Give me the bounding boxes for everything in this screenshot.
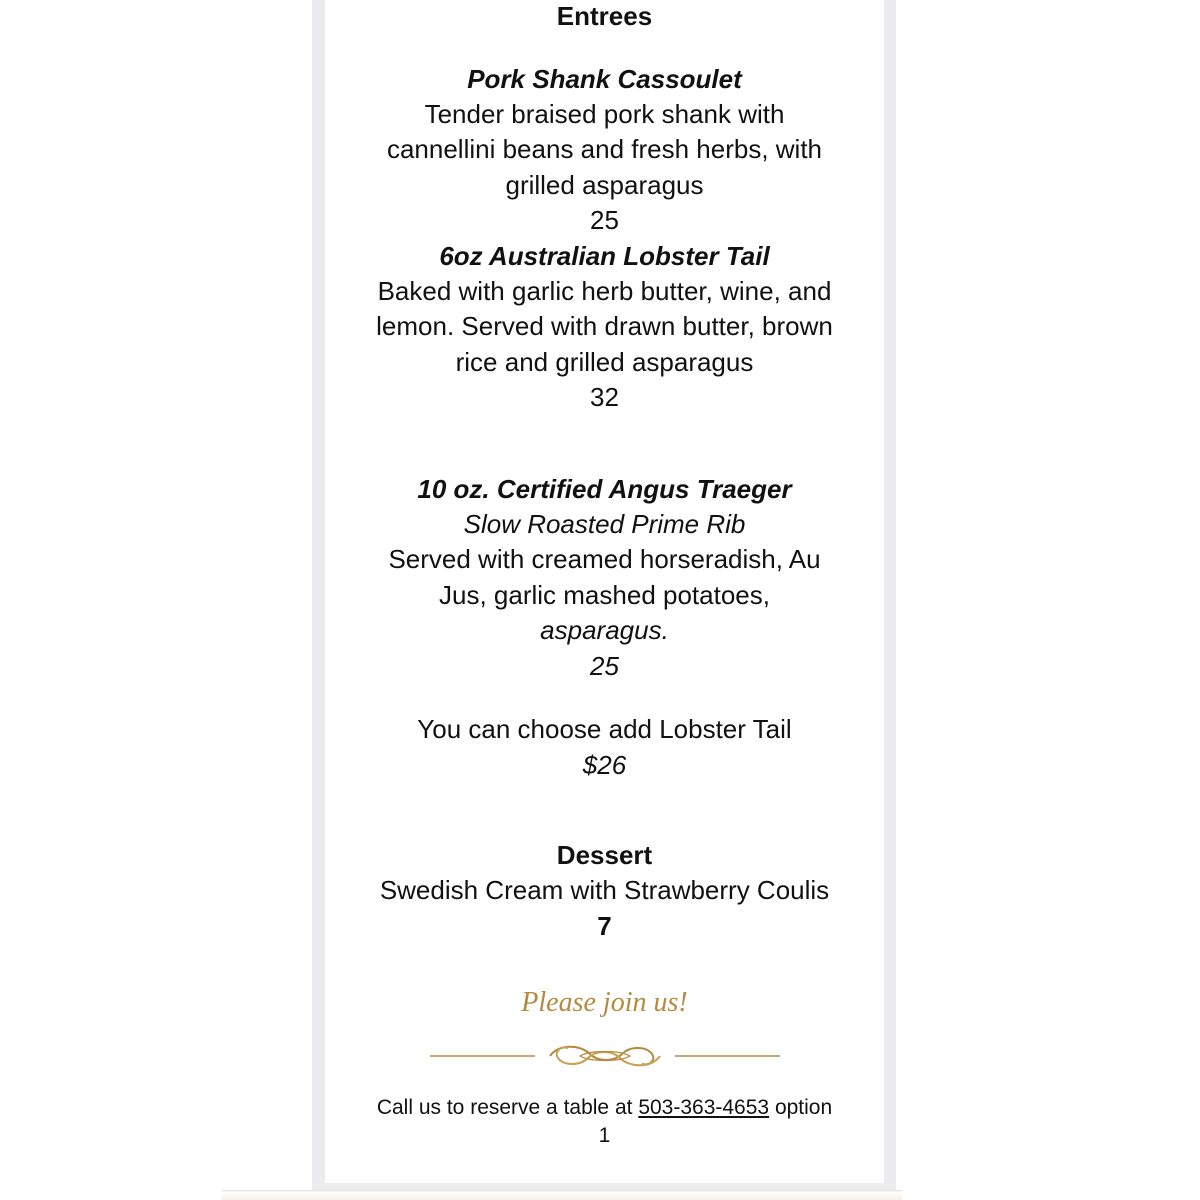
option-number: 1 <box>598 1124 611 1147</box>
dessert-heading: Dessert <box>556 840 653 870</box>
item-price: 32 <box>590 382 619 412</box>
reserve-suffix: option <box>774 1096 833 1119</box>
item-description: rice and grilled asparagus <box>455 347 754 377</box>
entrees-heading: Entrees <box>556 1 653 31</box>
item-subtitle: Slow Roasted Prime Rib <box>463 509 746 539</box>
item-description: Baked with garlic herb butter, wine, and <box>377 276 832 306</box>
reserve-prefix: Call us to reserve a table at <box>376 1096 633 1119</box>
item-name: 6oz Australian Lobster Tail <box>439 241 770 271</box>
phone-link[interactable]: 503-363-4653 <box>638 1096 770 1119</box>
item-description: grilled asparagus <box>505 170 704 200</box>
item-description: cannellini beans and fresh herbs, with <box>386 134 823 164</box>
item-description: Tender braised pork shank with <box>424 99 785 129</box>
item-description: Served with creamed horseradish, Au <box>388 544 821 574</box>
addon-text: You can choose add Lobster Tail <box>417 714 792 744</box>
dessert-item: Swedish Cream with Strawberry Coulis <box>379 875 830 905</box>
dessert-price: 7 <box>597 911 612 941</box>
menu-card <box>325 0 884 1183</box>
item-description: Jus, garlic mashed potatoes, <box>439 580 770 610</box>
item-description: lemon. Served with drawn butter, brown <box>376 311 833 341</box>
item-description-italic: asparagus. <box>540 615 669 645</box>
item-price: 25 <box>590 205 619 235</box>
addon-price: $26 <box>582 750 627 780</box>
reserve-line <box>325 1094 884 1122</box>
item-name: Pork Shank Cassoulet <box>467 64 742 94</box>
invite-text: Please join us! <box>521 987 688 1018</box>
item-name: 10 oz. Certified Angus Traeger <box>417 474 792 504</box>
item-price: 25 <box>590 651 619 681</box>
ornament-divider-icon <box>430 1040 780 1070</box>
footer-strip <box>222 1190 902 1200</box>
